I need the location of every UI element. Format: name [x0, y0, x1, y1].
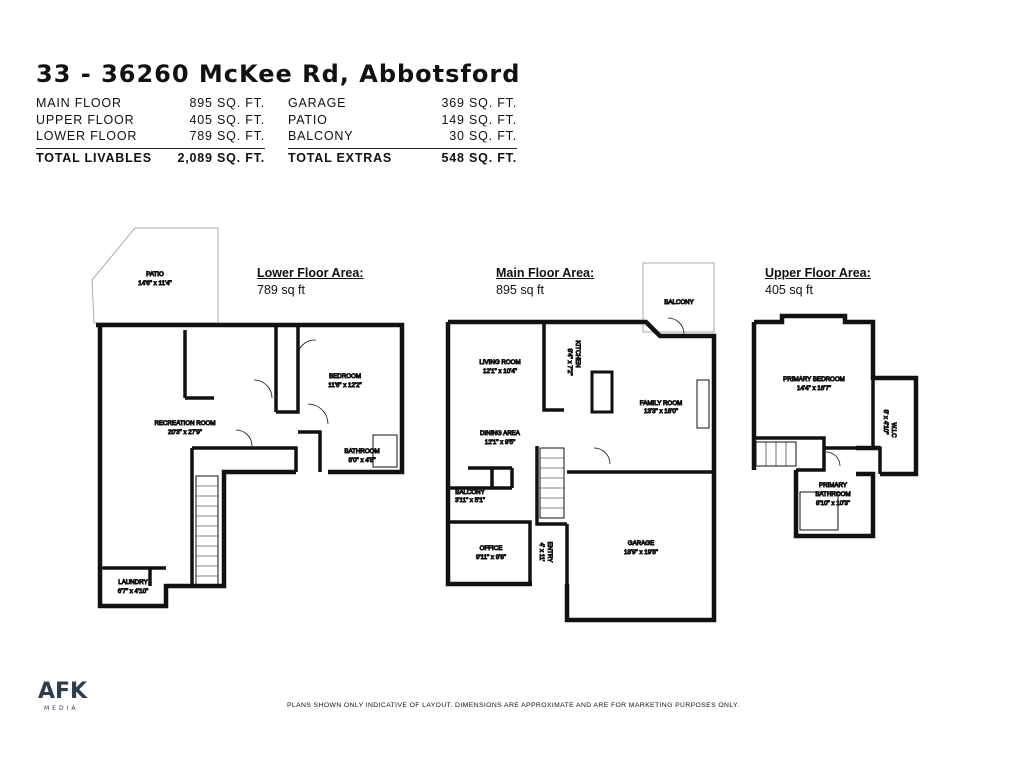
wic-label: W.I.C — [890, 422, 897, 438]
door-swings-lower — [236, 340, 328, 446]
kitchen-dimensions: 8'4" x 7'2" — [566, 348, 573, 376]
total-value: 2,089 SQ. FT. — [177, 150, 265, 165]
area-value: 789 SQ. FT. — [189, 129, 265, 143]
laundry-dimensions: 6'7" x 4'10" — [117, 588, 149, 595]
patio-label: PATIO — [146, 271, 164, 278]
entry-label: ENTRY — [546, 541, 553, 563]
bedroom-dimensions: 11'6" x 12'2" — [328, 382, 362, 389]
primary-bathroom-label-1: PRIMARY — [818, 482, 848, 489]
total-label: TOTAL LIVABLES — [36, 150, 152, 165]
area-label: BALCONY — [288, 129, 354, 143]
family-room-dimensions: 13'3" x 18'0" — [644, 408, 678, 415]
upper-interior-walls — [754, 378, 880, 474]
kitchen-label: KITCHEN — [574, 340, 581, 368]
stair-treads-main — [540, 458, 564, 508]
fireplace — [697, 380, 709, 428]
bedroom-label: BEDROOM — [329, 373, 361, 380]
lower-floor-plan — [92, 228, 402, 606]
patio-dimensions: 14'6" x 11'4" — [138, 280, 172, 287]
total-value: 548 SQ. FT. — [441, 150, 517, 165]
living-room-label: LIVING ROOM — [479, 359, 521, 366]
stairs-main — [540, 448, 564, 518]
main-bath-label: BALCONY — [455, 489, 485, 496]
area-label: LOWER FLOOR — [36, 129, 138, 143]
main-bath-dimensions: 3'11" x 5'1" — [454, 497, 486, 504]
office-dimensions: 9'11" x 9'8" — [475, 554, 507, 561]
recreation-room-label: RECREATION ROOM — [154, 420, 216, 427]
garage-dimensions: 18'9" x 19'8" — [624, 549, 658, 556]
logo-subtitle: MEDIA — [44, 705, 79, 712]
upper-floor-heading: Upper Floor Area: — [765, 266, 871, 280]
area-label: GARAGE — [288, 96, 347, 110]
stairs-lower — [196, 476, 218, 586]
area-value: 30 SQ. FT. — [449, 129, 517, 143]
area-value: 895 SQ. FT. — [189, 96, 265, 110]
recreation-room-dimensions: 20'3" x 27'9" — [168, 429, 202, 436]
main-floor-area: 895 sq ft — [496, 283, 544, 297]
dining-area-label: DINING AREA — [480, 430, 520, 437]
office-label: OFFICE — [479, 545, 503, 552]
area-label: UPPER FLOOR — [36, 112, 135, 127]
primary-bedroom-dimensions: 14'4" x 16'7" — [797, 385, 831, 392]
area-label: PATIO — [288, 112, 328, 127]
disclaimer-text: PLANS SHOWN ONLY INDICATIVE OF LAYOUT. DIMENSIONS ARE APPROXIMATE AND ARE FOR MARKETING PURPOSES ONLY. — [287, 702, 740, 709]
stair-treads-lower — [196, 486, 218, 576]
living-room-dimensions: 12'1" x 10'4" — [483, 368, 517, 375]
door-swings-upper — [826, 452, 840, 466]
garage-label: GARAGE — [627, 540, 655, 547]
bathroom-dimensions: 8'0" x 4'8" — [348, 457, 376, 464]
main-floor-plan — [448, 263, 714, 620]
property-address-title: 33 - 36260 McKee Rd, Abbotsford — [36, 60, 521, 88]
lower-floor-area: 789 sq ft — [257, 283, 305, 297]
primary-bedroom-label: PRIMARY BEDROOM — [783, 376, 845, 383]
lower-floor-heading: Lower Floor Area: — [257, 266, 364, 280]
dining-area-dimensions: 12'1" x 9'5" — [484, 439, 516, 446]
main-floor-heading: Main Floor Area: — [496, 266, 595, 280]
afk-media-logo — [38, 678, 98, 712]
wic-dimensions: 8' x 4'10" — [882, 409, 889, 435]
primary-bathroom-dimensions: 8'10" x 10'3" — [816, 500, 850, 507]
family-room-label: FAMILY ROOM — [639, 400, 683, 407]
entry-dimensions: 4' x 11' — [538, 542, 545, 562]
laundry-label: LAUNDRY — [118, 579, 148, 586]
lower-floor-walls — [96, 325, 402, 606]
area-value: 369 SQ. FT. — [441, 96, 517, 110]
lower-interior-walls — [100, 325, 320, 586]
upper-floor-area: 405 sq ft — [765, 283, 813, 297]
area-value: 149 SQ. FT. — [441, 112, 517, 127]
logo-letters: AFK — [38, 679, 88, 704]
area-value: 405 SQ. FT. — [189, 112, 265, 127]
balcony-label: BALCONY — [664, 299, 694, 306]
kitchen-island — [592, 372, 612, 412]
door-swings-main — [594, 318, 684, 464]
total-label: TOTAL EXTRAS — [288, 150, 393, 165]
area-label: MAIN FLOOR — [36, 96, 122, 110]
upper-floor-plan — [754, 316, 916, 536]
stair-treads-upper — [766, 442, 786, 466]
bathroom-label: BATHROOM — [344, 448, 380, 455]
primary-bathroom-label-2: BATHROOM — [815, 491, 851, 498]
